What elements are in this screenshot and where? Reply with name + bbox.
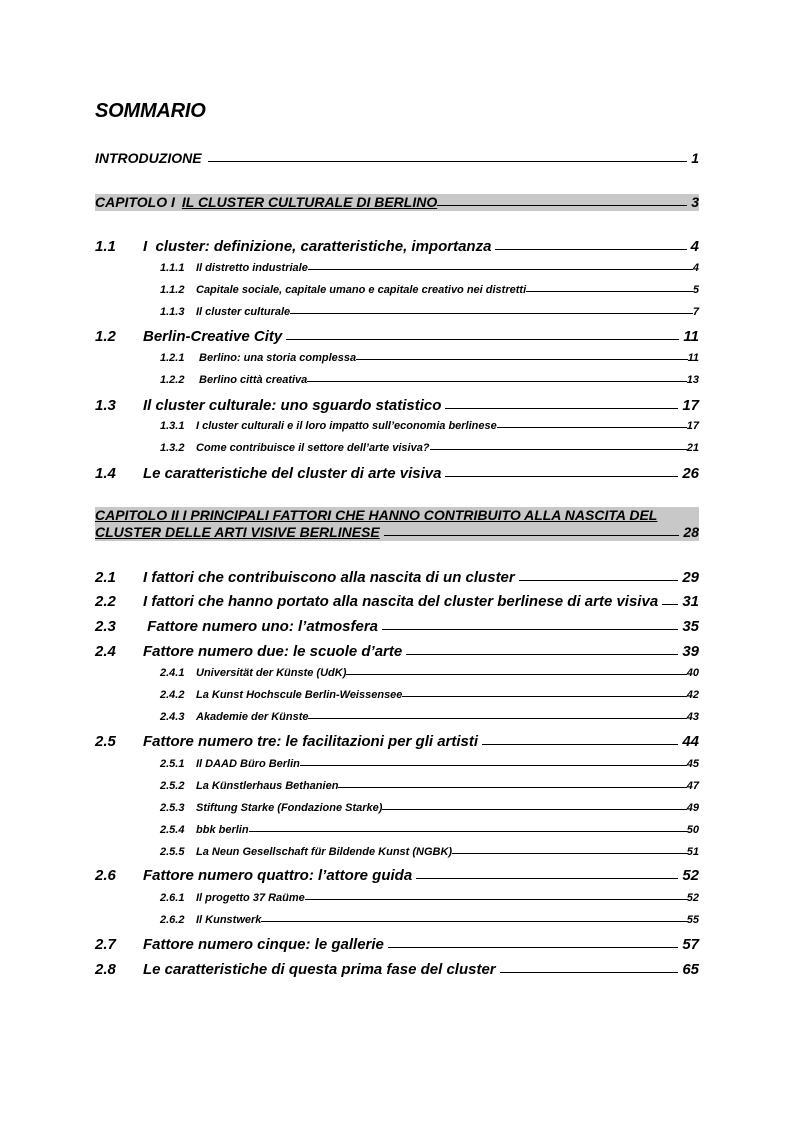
- toc-introduction[interactable]: [95, 150, 699, 167]
- toc-leader: [402, 696, 686, 697]
- toc-label: Fattore numero cinque: le gallerie: [143, 936, 384, 953]
- toc-leader: [406, 654, 678, 655]
- toc-leader: [346, 674, 686, 675]
- toc-label: Le caratteristiche di questa prima fase del cluster: [143, 961, 496, 978]
- toc-entry[interactable]: [160, 758, 699, 770]
- toc-number: 1.3: [95, 397, 116, 414]
- toc-label: Fattore numero quattro: l’attore guida: [143, 867, 413, 884]
- toc-leader: [388, 947, 678, 948]
- toc-label: Berlin-Creative City: [143, 328, 283, 345]
- toc-page: 52: [686, 892, 699, 904]
- toc-page: 47: [686, 780, 699, 792]
- toc-entry[interactable]: [160, 711, 699, 723]
- toc-page: 7: [692, 306, 699, 318]
- toc-page: 17: [682, 397, 699, 414]
- toc-entry[interactable]: [160, 892, 699, 904]
- toc-number: 1.1.1: [160, 262, 185, 274]
- toc-entry[interactable]: [95, 328, 699, 345]
- toc-entry[interactable]: [160, 780, 699, 792]
- toc-entry[interactable]: [160, 802, 699, 814]
- toc-label: Berlino: una storia complessa: [196, 352, 357, 364]
- toc-leader: [500, 972, 679, 973]
- toc-page: 11: [683, 328, 699, 345]
- toc-number: 2.5.1: [160, 758, 185, 770]
- toc-entry[interactable]: [95, 618, 699, 635]
- toc-leader: [249, 831, 687, 832]
- toc-page: 43: [686, 711, 699, 723]
- toc-number: 1.3.1: [160, 420, 185, 432]
- toc-leader: [445, 408, 678, 409]
- toc-number: 2.5.5: [160, 846, 185, 858]
- page-title: SOMMARIO: [95, 100, 206, 122]
- toc-leader: [308, 269, 693, 270]
- toc-leader: [290, 313, 693, 314]
- toc-entry[interactable]: [95, 238, 699, 255]
- toc-label: Il distretto industriale: [196, 262, 308, 274]
- toc-leader: [384, 535, 680, 536]
- toc-entry[interactable]: [95, 465, 699, 482]
- toc-entry[interactable]: [160, 442, 699, 454]
- toc-entry[interactable]: [160, 689, 699, 701]
- toc-page: 31: [682, 593, 699, 610]
- toc-page: 4: [690, 238, 699, 255]
- toc-number: 2.5.4: [160, 824, 185, 836]
- toc-page: 3: [691, 194, 699, 210]
- toc-page: 5: [692, 284, 699, 296]
- toc-leader: [356, 359, 687, 360]
- toc-label: I fattori che contribuiscono alla nascita di un cluster: [143, 569, 515, 586]
- toc-leader: [495, 249, 686, 250]
- toc-leader: [497, 427, 687, 428]
- toc-number: 2.8: [95, 961, 116, 978]
- toc-page: 52: [682, 867, 699, 884]
- toc-entry[interactable]: [95, 733, 699, 750]
- toc-entry[interactable]: [160, 284, 699, 296]
- toc-page: 55: [686, 914, 699, 926]
- toc-page: 49: [686, 802, 699, 814]
- chapter-prefix: CAPITOLO I: [95, 194, 175, 210]
- toc-number: 2.5.3: [160, 802, 185, 814]
- toc-leader: [482, 744, 678, 745]
- toc-entry[interactable]: [160, 374, 699, 386]
- toc-leader: [437, 205, 687, 206]
- toc-number: 1.1: [95, 238, 116, 255]
- toc-label: Fattore numero uno: l’atmosfera: [143, 618, 379, 635]
- toc-chapter-1[interactable]: [95, 194, 699, 211]
- toc-page: 42: [686, 689, 699, 701]
- toc-label: Fattore numero due: le scuole d’arte: [143, 643, 403, 660]
- toc-entry[interactable]: [160, 262, 699, 274]
- toc-label: Il Kunstwerk: [196, 914, 262, 926]
- toc-label: Universität der Künste (UdK): [196, 667, 347, 679]
- toc-number: 1.2: [95, 328, 116, 345]
- toc-label: Le caratteristiche del cluster di arte visiva: [143, 465, 442, 482]
- toc-page: 13: [686, 374, 699, 386]
- toc-label: INTRODUZIONE: [95, 150, 202, 166]
- toc-number: 1.1.2: [160, 284, 185, 296]
- toc-number: 1.2.2: [160, 374, 185, 386]
- toc-number: 2.6.2: [160, 914, 185, 926]
- toc-page: 39: [682, 643, 699, 660]
- toc-number: 2.4.1: [160, 667, 185, 679]
- toc-leader: [307, 381, 686, 382]
- chapter-title-line1: CAPITOLO II I PRINCIPALI FATTORI CHE HANNO CONTRIBUITO ALLA NASCITA DEL: [95, 507, 658, 523]
- toc-number: 2.4: [95, 643, 116, 660]
- toc-number: 2.5.2: [160, 780, 185, 792]
- toc-number: 2.2: [95, 593, 116, 610]
- toc-number: 2.6.1: [160, 892, 185, 904]
- toc-leader: [261, 921, 686, 922]
- toc-entry[interactable]: [160, 306, 699, 318]
- toc-label: Stiftung Starke (Fondazione Starke): [196, 802, 383, 814]
- toc-label: Capitale sociale, capitale umano e capitale creativo nei distretti: [196, 284, 527, 296]
- toc-number: 1.1.3: [160, 306, 185, 318]
- toc-leader: [445, 476, 678, 477]
- toc-label: Il cluster culturale: uno sguardo statistico: [143, 397, 442, 414]
- toc-label: La Künstlerhaus Bethanien: [196, 780, 339, 792]
- toc-number: 2.6: [95, 867, 116, 884]
- toc-label: bbk berlin: [196, 824, 249, 836]
- toc-page: 40: [686, 667, 699, 679]
- toc-entry[interactable]: [160, 824, 699, 836]
- toc-chapter-2-line1[interactable]: [95, 507, 699, 524]
- toc-label: I fattori che hanno portato alla nascita del cluster berlinese di arte visiva: [143, 593, 659, 610]
- toc-page: 1: [691, 150, 699, 166]
- toc-number: 2.1: [95, 569, 116, 586]
- toc-leader: [382, 629, 678, 630]
- toc-page: 4: [692, 262, 699, 274]
- toc-entry[interactable]: [95, 961, 699, 978]
- toc-leader: [452, 853, 687, 854]
- toc-page: 17: [686, 420, 699, 432]
- toc-label: Come contribuisce il settore dell’arte visiva?: [196, 442, 430, 454]
- toc-chapter-2[interactable]: [95, 524, 699, 541]
- toc-number: 1.4: [95, 465, 116, 482]
- toc-entry[interactable]: [160, 846, 699, 858]
- toc-label: I cluster culturali e il loro impatto sull’economia berlinese: [196, 420, 497, 432]
- toc-page: 51: [686, 846, 699, 858]
- toc-leader: [519, 580, 679, 581]
- toc-leader: [300, 765, 687, 766]
- toc-number: 1.2.1: [160, 352, 185, 364]
- toc-number: 2.5: [95, 733, 116, 750]
- toc-entry[interactable]: [95, 569, 699, 586]
- toc-leader: [305, 899, 687, 900]
- toc-entry[interactable]: [95, 643, 699, 660]
- toc-page: 50: [686, 824, 699, 836]
- toc-number: 2.4.2: [160, 689, 185, 701]
- toc-label: La Kunst Hochscule Berlin-Weissensee: [196, 689, 403, 701]
- toc-number: 1.3.2: [160, 442, 185, 454]
- toc-page: 11: [687, 352, 699, 364]
- toc-number: 2.3: [95, 618, 116, 635]
- chapter-title: IL CLUSTER CULTURALE DI BERLINO: [181, 194, 438, 210]
- toc-page: 65: [682, 961, 699, 978]
- toc-leader: [286, 339, 679, 340]
- toc-entry[interactable]: [95, 936, 699, 953]
- toc-leader: [662, 604, 678, 605]
- toc-label: Il progetto 37 Raüme: [196, 892, 305, 904]
- toc-entry[interactable]: [95, 593, 699, 610]
- chapter-title-line2: CLUSTER DELLE ARTI VISIVE BERLINESE: [95, 524, 380, 540]
- toc-page: 26: [682, 465, 699, 482]
- toc-leader: [430, 449, 687, 450]
- toc-number: 2.4.3: [160, 711, 185, 723]
- toc-page: 57: [682, 936, 699, 953]
- toc-leader: [526, 291, 693, 292]
- toc-page: 35: [682, 618, 699, 635]
- toc-leader: [382, 809, 686, 810]
- toc-label: Berlino città creativa: [196, 374, 308, 386]
- toc-entry[interactable]: [160, 667, 699, 679]
- toc-label: I cluster: definizione, caratteristiche, importanza: [143, 238, 492, 255]
- toc-entry[interactable]: [95, 867, 699, 884]
- toc-label: Akademie der Künste: [196, 711, 309, 723]
- toc-leader: [338, 787, 686, 788]
- toc-entry[interactable]: [160, 914, 699, 926]
- toc-page: 21: [686, 442, 699, 454]
- toc-entry[interactable]: [160, 420, 699, 432]
- toc-label: Il cluster culturale: [196, 306, 291, 318]
- toc-entry[interactable]: [160, 352, 699, 364]
- toc-page: 44: [682, 733, 699, 750]
- toc-label: Il DAAD Büro Berlin: [196, 758, 300, 770]
- toc-label: Fattore numero tre: le facilitazioni per gli artisti: [143, 733, 479, 750]
- toc-page: 29: [682, 569, 699, 586]
- toc-label: La Neun Gesellschaft für Bildende Kunst (NGBK): [196, 846, 453, 858]
- toc-entry[interactable]: [95, 397, 699, 414]
- toc-page: 28: [683, 524, 699, 540]
- toc-leader: [208, 161, 688, 162]
- toc-page: 45: [686, 758, 699, 770]
- toc-leader: [308, 718, 686, 719]
- toc-leader: [416, 878, 678, 879]
- toc-number: 2.7: [95, 936, 116, 953]
